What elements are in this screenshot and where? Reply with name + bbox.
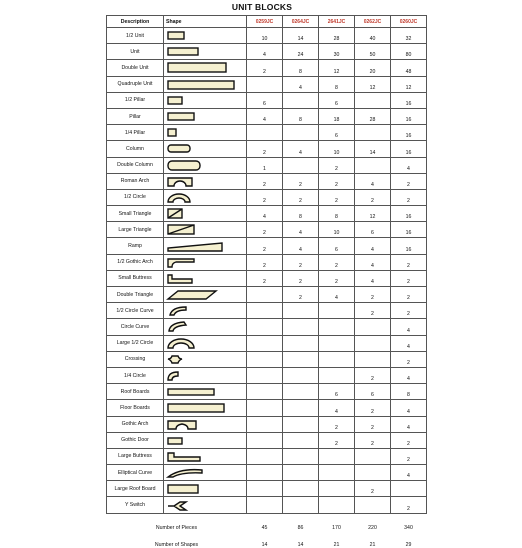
quantity-cell: 12	[355, 76, 391, 92]
block-name: Pillar	[107, 108, 164, 124]
unit-blocks-sheet	[106, 0, 418, 548]
quantity-cell: 4	[391, 367, 427, 383]
quantity-cell: 6	[319, 384, 355, 400]
table-row	[107, 206, 427, 222]
quantity-cell: 2	[247, 60, 283, 76]
quantity-cell	[247, 432, 283, 448]
quantity-cell: 4	[247, 44, 283, 60]
block-name: Gothic Door	[107, 432, 164, 448]
large-half-circle-icon	[166, 338, 246, 349]
quantity-cell: 2	[355, 432, 391, 448]
quantity-cell: 16	[391, 108, 427, 124]
quantity-cell	[355, 351, 391, 367]
double-column-icon	[166, 160, 246, 171]
summary-value: 14	[297, 541, 304, 548]
ramp-icon	[166, 241, 246, 252]
quantity-cell: 2	[247, 270, 283, 286]
quantity-cell	[247, 76, 283, 92]
quantity-cell: 14	[283, 28, 319, 44]
code-header: 0259JC	[247, 16, 283, 28]
quantity-cell	[283, 497, 319, 513]
block-name: 1/2 Circle	[107, 189, 164, 205]
block-name: Ramp	[107, 238, 164, 254]
roof-boards-icon	[166, 386, 246, 397]
quantity-cell	[283, 400, 319, 416]
quantity-cell: 2	[355, 416, 391, 432]
block-name: Double Column	[107, 157, 164, 173]
table-row	[107, 60, 427, 76]
block-name: Elliptical Curve	[107, 465, 164, 481]
quantity-cell: 6	[319, 92, 355, 108]
quantity-cell	[283, 319, 319, 335]
quantity-cell	[247, 465, 283, 481]
large-roof-board-icon	[166, 483, 246, 494]
block-name: 1/2 Circle Curve	[107, 303, 164, 319]
table-row	[107, 319, 427, 335]
quantity-cell: 2	[355, 287, 391, 303]
quantity-cell: 2	[319, 173, 355, 189]
table-row	[107, 92, 427, 108]
table-row	[107, 465, 427, 481]
quantity-cell: 4	[391, 157, 427, 173]
quantity-cell: 12	[391, 76, 427, 92]
quantity-cell: 48	[391, 60, 427, 76]
quantity-cell: 2	[319, 157, 355, 173]
quantity-cell: 30	[319, 44, 355, 60]
quantity-cell	[283, 157, 319, 173]
quantity-cell	[247, 400, 283, 416]
block-name: Small Buttress	[107, 270, 164, 286]
quantity-cell	[355, 497, 391, 513]
quantity-cell	[319, 319, 355, 335]
table-row	[107, 108, 427, 124]
code-header: 0264JC	[283, 16, 319, 28]
table-row	[107, 497, 427, 513]
block-name: Roman Arch	[107, 173, 164, 189]
quantity-cell: 80	[391, 44, 427, 60]
table-row	[107, 189, 427, 205]
pillar-icon	[166, 111, 246, 122]
quantity-cell	[319, 448, 355, 464]
half-circle-icon	[166, 192, 246, 203]
code-header: 0262JC	[355, 16, 391, 28]
quantity-cell: 4	[391, 416, 427, 432]
quantity-cell: 4	[283, 76, 319, 92]
quantity-cell	[247, 303, 283, 319]
quantity-cell: 12	[319, 60, 355, 76]
block-name: Large Triangle	[107, 222, 164, 238]
quantity-cell: 2	[247, 222, 283, 238]
quantity-cell	[247, 367, 283, 383]
quantity-cell: 2	[391, 173, 427, 189]
quantity-cell: 2	[283, 287, 319, 303]
quantity-cell	[319, 367, 355, 383]
quantity-cell: 16	[391, 125, 427, 141]
quantity-cell: 2	[391, 351, 427, 367]
block-name: Large Buttress	[107, 448, 164, 464]
quantity-cell: 20	[355, 60, 391, 76]
floor-boards-icon	[166, 402, 246, 413]
quantity-cell: 4	[247, 206, 283, 222]
quantity-cell	[283, 432, 319, 448]
quantity-cell	[283, 465, 319, 481]
block-name: 1/2 Pillar	[107, 92, 164, 108]
table-row	[107, 125, 427, 141]
block-name: Large 1/2 Circle	[107, 335, 164, 351]
quantity-cell: 6	[319, 238, 355, 254]
block-name: 1/4 Pillar	[107, 125, 164, 141]
half-unit-icon	[166, 30, 246, 41]
quantity-cell: 4	[391, 335, 427, 351]
table-row	[107, 173, 427, 189]
quantity-cell: 4	[355, 270, 391, 286]
block-name: Y Switch	[107, 497, 164, 513]
quantity-cell: 2	[391, 303, 427, 319]
summary-value: 170	[332, 524, 341, 531]
table-row	[107, 238, 427, 254]
table-row	[107, 28, 427, 44]
quantity-cell	[355, 319, 391, 335]
quantity-cell	[247, 287, 283, 303]
quantity-cell	[247, 384, 283, 400]
quantity-cell: 2	[247, 189, 283, 205]
table-row	[107, 481, 427, 497]
summary-value: 21	[369, 541, 376, 548]
table-row	[107, 384, 427, 400]
quantity-cell	[247, 416, 283, 432]
table-row	[107, 222, 427, 238]
table-row	[107, 367, 427, 383]
quantity-cell	[319, 465, 355, 481]
half-gothic-arch-icon	[166, 257, 246, 268]
quantity-cell	[355, 125, 391, 141]
quarter-circle-icon	[166, 370, 246, 381]
quantity-cell	[355, 448, 391, 464]
table-row	[107, 335, 427, 351]
summary-value: 86	[297, 524, 304, 531]
quantity-cell: 4	[319, 400, 355, 416]
table-row	[107, 141, 427, 157]
y-switch-icon	[166, 500, 246, 511]
quantity-cell: 14	[355, 141, 391, 157]
quantity-cell: 8	[391, 384, 427, 400]
quantity-cell	[247, 319, 283, 335]
quantity-cell: 2	[391, 448, 427, 464]
block-name: Unit	[107, 44, 164, 60]
quantity-cell	[319, 481, 355, 497]
quantity-cell: 2	[391, 254, 427, 270]
quantity-cell: 2	[391, 497, 427, 513]
quantity-cell: 2	[247, 254, 283, 270]
quantity-cell: 2	[391, 432, 427, 448]
quantity-cell: 8	[319, 206, 355, 222]
block-name: Crossing	[107, 351, 164, 367]
quantity-cell: 8	[283, 60, 319, 76]
summary-value: 220	[368, 524, 377, 531]
half-pillar-icon	[166, 95, 246, 106]
table-row	[107, 400, 427, 416]
quantity-cell: 2	[391, 287, 427, 303]
quantity-cell: 2	[355, 367, 391, 383]
small-triangle-icon	[166, 208, 246, 219]
quantity-cell: 4	[247, 108, 283, 124]
description-header: Description	[107, 16, 164, 28]
table-row	[107, 157, 427, 173]
large-buttress-icon	[166, 451, 246, 462]
block-name: Small Triangle	[107, 206, 164, 222]
quantity-cell: 4	[355, 173, 391, 189]
quantity-cell: 28	[355, 108, 391, 124]
quantity-cell: 2	[355, 189, 391, 205]
quantity-cell: 24	[283, 44, 319, 60]
gothic-arch-icon	[166, 419, 246, 430]
quantity-cell	[355, 465, 391, 481]
quantity-cell	[355, 157, 391, 173]
table-row	[107, 416, 427, 432]
quantity-cell	[283, 367, 319, 383]
double-triangle-icon	[166, 289, 246, 300]
quantity-cell	[283, 384, 319, 400]
block-name: 1/2 Gothic Arch	[107, 254, 164, 270]
quantity-cell	[247, 497, 283, 513]
block-name: Column	[107, 141, 164, 157]
table-row	[107, 432, 427, 448]
quantity-cell: 4	[283, 222, 319, 238]
quantity-cell	[247, 448, 283, 464]
quantity-cell: 2	[319, 270, 355, 286]
quantity-cell: 2	[283, 270, 319, 286]
summary-value: 14	[261, 541, 268, 548]
quantity-cell: 2	[355, 303, 391, 319]
code-header: 0260JC	[391, 16, 427, 28]
summary-value: 45	[261, 524, 268, 531]
quantity-cell	[247, 335, 283, 351]
quantity-cell: 2	[391, 189, 427, 205]
quantity-cell: 18	[319, 108, 355, 124]
quantity-cell: 6	[355, 384, 391, 400]
quantity-cell: 16	[391, 222, 427, 238]
table-row	[107, 303, 427, 319]
quantity-cell: 40	[355, 28, 391, 44]
quantity-cell: 2	[355, 481, 391, 497]
quantity-cell: 2	[283, 189, 319, 205]
block-name: Double Unit	[107, 60, 164, 76]
shape-header: Shape	[164, 16, 247, 28]
block-name: Circle Curve	[107, 319, 164, 335]
crossing-icon	[166, 354, 246, 365]
quantity-cell: 12	[355, 206, 391, 222]
quantity-cell	[319, 497, 355, 513]
quarter-pillar-icon	[166, 127, 246, 138]
quantity-cell: 16	[391, 238, 427, 254]
quantity-cell: 4	[391, 465, 427, 481]
quantity-cell: 2	[355, 400, 391, 416]
page-title: UNIT BLOCKS	[231, 2, 293, 12]
table-row	[107, 351, 427, 367]
block-name: Floor Boards	[107, 400, 164, 416]
quantity-cell	[355, 335, 391, 351]
circle-curve-icon	[166, 321, 246, 332]
quantity-cell: 16	[391, 92, 427, 108]
double-unit-icon	[166, 62, 246, 73]
quantity-cell	[283, 416, 319, 432]
gothic-door-icon	[166, 435, 246, 446]
table-row	[107, 270, 427, 286]
quantity-cell: 6	[355, 222, 391, 238]
table-row	[107, 448, 427, 464]
block-name: 1/2 Unit	[107, 28, 164, 44]
quantity-cell	[319, 335, 355, 351]
quantity-cell	[319, 351, 355, 367]
summary-value: 21	[333, 541, 340, 548]
quantity-cell: 2	[247, 141, 283, 157]
quantity-cell: 2	[319, 432, 355, 448]
quantity-cell: 50	[355, 44, 391, 60]
quantity-cell: 16	[391, 141, 427, 157]
quantity-cell	[355, 92, 391, 108]
quantity-cell: 16	[391, 206, 427, 222]
quantity-cell: 2	[247, 238, 283, 254]
block-name: Double Triangle	[107, 287, 164, 303]
summary-row	[107, 531, 427, 548]
quantity-cell: 2	[319, 189, 355, 205]
quantity-cell: 4	[283, 238, 319, 254]
quantity-cell: 2	[283, 254, 319, 270]
quantity-cell: 4	[391, 319, 427, 335]
unit-icon	[166, 46, 246, 57]
quantity-cell	[283, 448, 319, 464]
block-name: Gothic Arch	[107, 416, 164, 432]
quantity-cell: 2	[319, 416, 355, 432]
quantity-cell: 4	[355, 238, 391, 254]
quantity-cell: 8	[283, 206, 319, 222]
half-circle-curve-icon	[166, 305, 246, 316]
quantity-cell: 1	[247, 157, 283, 173]
small-buttress-icon	[166, 273, 246, 284]
block-name: Quadruple Unit	[107, 76, 164, 92]
quantity-cell	[283, 481, 319, 497]
summary-label: Number of Pieces	[155, 524, 198, 531]
quantity-cell: 2	[319, 254, 355, 270]
quantity-cell: 2	[391, 270, 427, 286]
quantity-cell: 4	[319, 287, 355, 303]
quantity-cell: 4	[355, 254, 391, 270]
large-triangle-icon	[166, 224, 246, 235]
quantity-cell: 6	[247, 92, 283, 108]
block-name: Large Roof Board	[107, 481, 164, 497]
quadruple-unit-icon	[166, 79, 246, 90]
quantity-cell	[283, 303, 319, 319]
table-row	[107, 287, 427, 303]
quantity-cell	[283, 125, 319, 141]
quantity-cell: 4	[391, 400, 427, 416]
quantity-cell	[319, 303, 355, 319]
quantity-cell: 10	[319, 141, 355, 157]
quantity-cell	[283, 92, 319, 108]
table-row	[107, 44, 427, 60]
quantity-cell: 8	[319, 76, 355, 92]
column-icon	[166, 143, 246, 154]
quantity-cell: 8	[283, 108, 319, 124]
quantity-cell: 2	[283, 173, 319, 189]
block-name: 1/4 Circle	[107, 367, 164, 383]
quantity-cell	[391, 481, 427, 497]
code-header: 2641JC	[319, 16, 355, 28]
header-row	[107, 16, 427, 28]
roman-arch-icon	[166, 176, 246, 187]
unit-blocks-table	[106, 15, 427, 548]
quantity-cell: 10	[319, 222, 355, 238]
quantity-cell: 32	[391, 28, 427, 44]
quantity-cell: 4	[283, 141, 319, 157]
table-row	[107, 76, 427, 92]
block-name: Roof Boards	[107, 384, 164, 400]
quantity-cell	[247, 481, 283, 497]
quantity-cell	[247, 351, 283, 367]
quantity-cell	[283, 335, 319, 351]
quantity-cell: 10	[247, 28, 283, 44]
quantity-cell	[247, 125, 283, 141]
quantity-cell: 6	[319, 125, 355, 141]
quantity-cell: 2	[247, 173, 283, 189]
quantity-cell	[283, 351, 319, 367]
summary-value: 340	[404, 524, 413, 531]
summary-label: Number of Shapes	[154, 541, 199, 548]
summary-value: 29	[405, 541, 412, 548]
elliptical-curve-icon	[166, 467, 246, 478]
quantity-cell: 28	[319, 28, 355, 44]
table-row	[107, 254, 427, 270]
